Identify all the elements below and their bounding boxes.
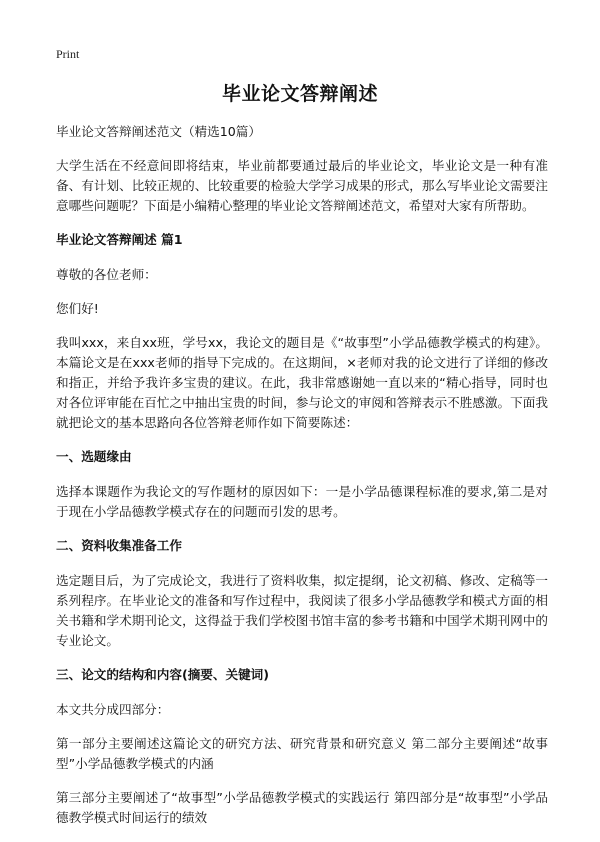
heading-data-collection: 二、资料收集准备工作 xyxy=(56,538,182,553)
structure-paragraph: 本文共分成四部分： xyxy=(56,702,170,717)
page-title: 毕业论文答辩阐述 xyxy=(221,83,378,105)
greeting: 您们好! xyxy=(56,301,99,316)
heading-topic-reason: 一、选题缘由 xyxy=(56,449,132,464)
section-heading: 毕业论文答辩阐述 篇1 xyxy=(56,232,183,247)
heading-structure: 三、论文的结构和内容(摘要、关键词) xyxy=(56,667,270,682)
print-label: Print xyxy=(56,47,80,61)
self-introduction-paragraph: 我叫xxx，来自xx班，学号xx，我论文的题目是《“故事型”小学品德教学模式的构建》。本篇论文是在xxx老师的指导下完成的。在这期间，×老师对我的论文进行了详细的修改和指正，并给予我许多宝贵的建议。在此，我非常感谢她一直以来的“精心指导，同时也对各位评审能在百忙之中抽出宝贵的时间，参与论文的审阅和答辩表示不胜感激。下面我就把论文的基本思路向各位答辩老师作如下简要陈述： xyxy=(56,335,548,430)
topic-reason-paragraph: 选择本课题作为我论文的写作题材的原因如下：一是小学品德课程标准的要求,第二是对于现在小学品德教学模式存在的问题而引发的思考。 xyxy=(56,484,548,519)
salutation: 尊敬的各位老师： xyxy=(56,267,157,282)
parts-three-four-paragraph: 第三部分主要阐述了“故事型”小学品德教学模式的实践运行 第四部分是“故事型”小学品德教学模式时间运行的绩效 xyxy=(56,790,548,825)
document-body xyxy=(56,122,548,842)
data-collection-paragraph: 选定题目后，为了完成论文，我进行了资料收集，拟定提纲，论文初稿、修改、定稿等一系列程序。在毕业论文的准备和写作过程中，我阅读了很多小学品德教学和模式方面的相关书籍和学术期刊论文，这得益于我们学校图书馆丰富的参考书籍和中国学术期刊网中的专业论文。 xyxy=(56,573,548,648)
intro-paragraph: 大学生活在不经意间即将结束，毕业前都要通过最后的毕业论文，毕业论文是一种有准备、有计划、比较正规的、比较重要的检验大学学习成果的形式，那么写毕业论文需要注意哪些问题呢？下面是小编精心整理的毕业论文答辩阐述范文，希望对大家有所帮助。 xyxy=(56,158,548,213)
parts-one-two-paragraph: 第一部分主要阐述这篇论文的研究方法、研究背景和研究意义 第二部分主要阐述“故事型”小学品德教学模式的内涵 xyxy=(56,736,548,771)
subtitle: 毕业论文答辩阐述范文（精选10篇） xyxy=(56,124,261,139)
